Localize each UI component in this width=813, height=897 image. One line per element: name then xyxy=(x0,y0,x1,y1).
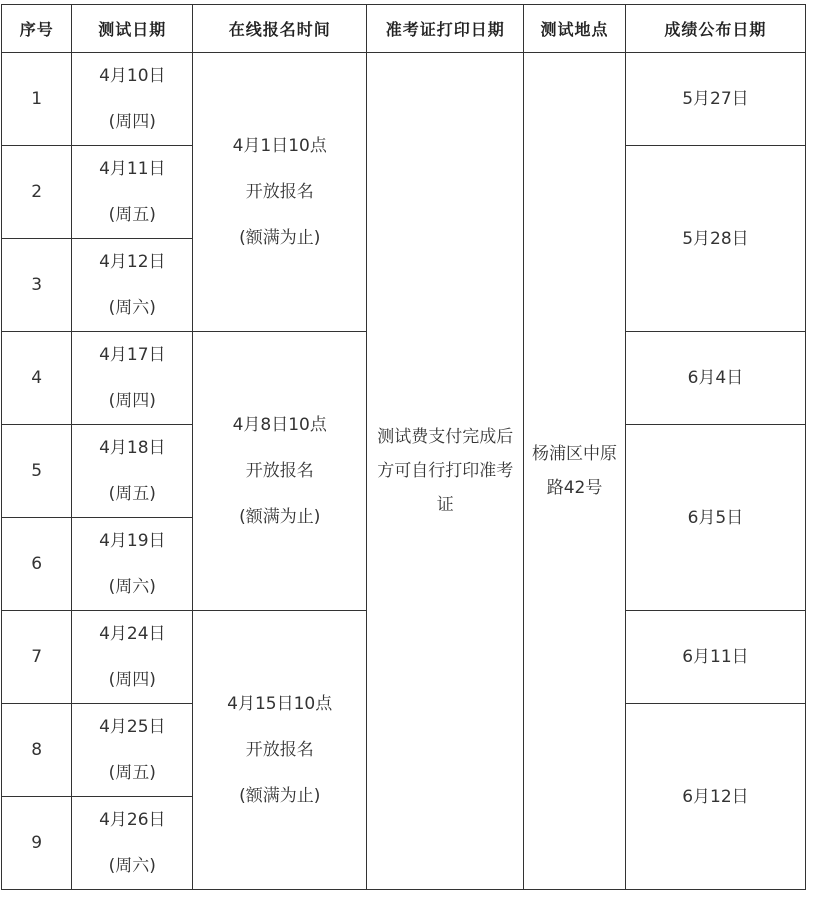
seq-cell: 7 xyxy=(2,611,72,704)
test-date-cell xyxy=(72,611,193,704)
test-weekday: (周四) xyxy=(108,112,156,132)
score-release-cell: 5月28日 xyxy=(625,146,805,332)
seq-cell: 2 xyxy=(2,146,72,239)
test-weekday: (周六) xyxy=(108,577,156,597)
seq-cell: 8 xyxy=(2,704,72,797)
table-row xyxy=(2,53,806,146)
test-weekday: (周六) xyxy=(108,856,156,876)
test-weekday: (周六) xyxy=(108,298,156,318)
score-release-cell: 6月4日 xyxy=(625,332,805,425)
registration-action: 开放报名 xyxy=(245,182,314,202)
test-date: 4月17日 xyxy=(99,345,166,365)
test-date-cell xyxy=(72,53,193,146)
test-date-cell xyxy=(72,797,193,890)
registration-cell xyxy=(193,332,367,611)
score-release-cell: 6月5日 xyxy=(625,425,805,611)
test-weekday: (周四) xyxy=(108,670,156,690)
registration-note: (额满为止) xyxy=(239,507,321,527)
seq-cell: 4 xyxy=(2,332,72,425)
registration-time: 4月1日10点 xyxy=(232,136,327,156)
test-date-cell xyxy=(72,146,193,239)
test-date: 4月11日 xyxy=(99,159,166,179)
schedule-table xyxy=(1,4,806,890)
seq-cell: 5 xyxy=(2,425,72,518)
test-weekday: (周五) xyxy=(108,763,156,783)
test-date: 4月24日 xyxy=(99,624,166,644)
seq-cell: 1 xyxy=(2,53,72,146)
test-date: 4月10日 xyxy=(99,66,166,86)
score-release-cell: 5月27日 xyxy=(625,53,805,146)
test-date: 4月25日 xyxy=(99,717,166,737)
score-release-cell: 6月12日 xyxy=(625,704,805,890)
header-registration: 在线报名时间 xyxy=(193,5,367,53)
admit-print-cell: 测试费支付完成后方可自行打印准考证 xyxy=(367,53,524,890)
test-weekday: (周五) xyxy=(108,205,156,225)
registration-time: 4月8日10点 xyxy=(232,415,327,435)
test-weekday: (周五) xyxy=(108,484,156,504)
location-cell: 杨浦区中原路42号 xyxy=(524,53,626,890)
registration-cell xyxy=(193,53,367,332)
seq-cell: 3 xyxy=(2,239,72,332)
test-date: 4月26日 xyxy=(99,810,166,830)
score-release-cell: 6月11日 xyxy=(625,611,805,704)
test-date-cell xyxy=(72,704,193,797)
test-date-cell xyxy=(72,518,193,611)
registration-cell xyxy=(193,611,367,890)
test-date-cell xyxy=(72,425,193,518)
header-location: 测试地点 xyxy=(524,5,626,53)
registration-note: (额满为止) xyxy=(239,228,321,248)
test-date-cell xyxy=(72,332,193,425)
registration-action: 开放报名 xyxy=(245,740,314,760)
header-test-date: 测试日期 xyxy=(72,5,193,53)
registration-note: (额满为止) xyxy=(239,786,321,806)
test-date: 4月18日 xyxy=(99,438,166,458)
header-row xyxy=(2,5,806,53)
test-date: 4月12日 xyxy=(99,252,166,272)
test-date-cell xyxy=(72,239,193,332)
seq-cell: 9 xyxy=(2,797,72,890)
test-date: 4月19日 xyxy=(99,531,166,551)
registration-time: 4月15日10点 xyxy=(227,694,333,714)
registration-action: 开放报名 xyxy=(245,461,314,481)
test-weekday: (周四) xyxy=(108,391,156,411)
header-admit-print: 准考证打印日期 xyxy=(367,5,524,53)
seq-cell: 6 xyxy=(2,518,72,611)
header-score-release: 成绩公布日期 xyxy=(625,5,805,53)
header-seq: 序号 xyxy=(2,5,72,53)
